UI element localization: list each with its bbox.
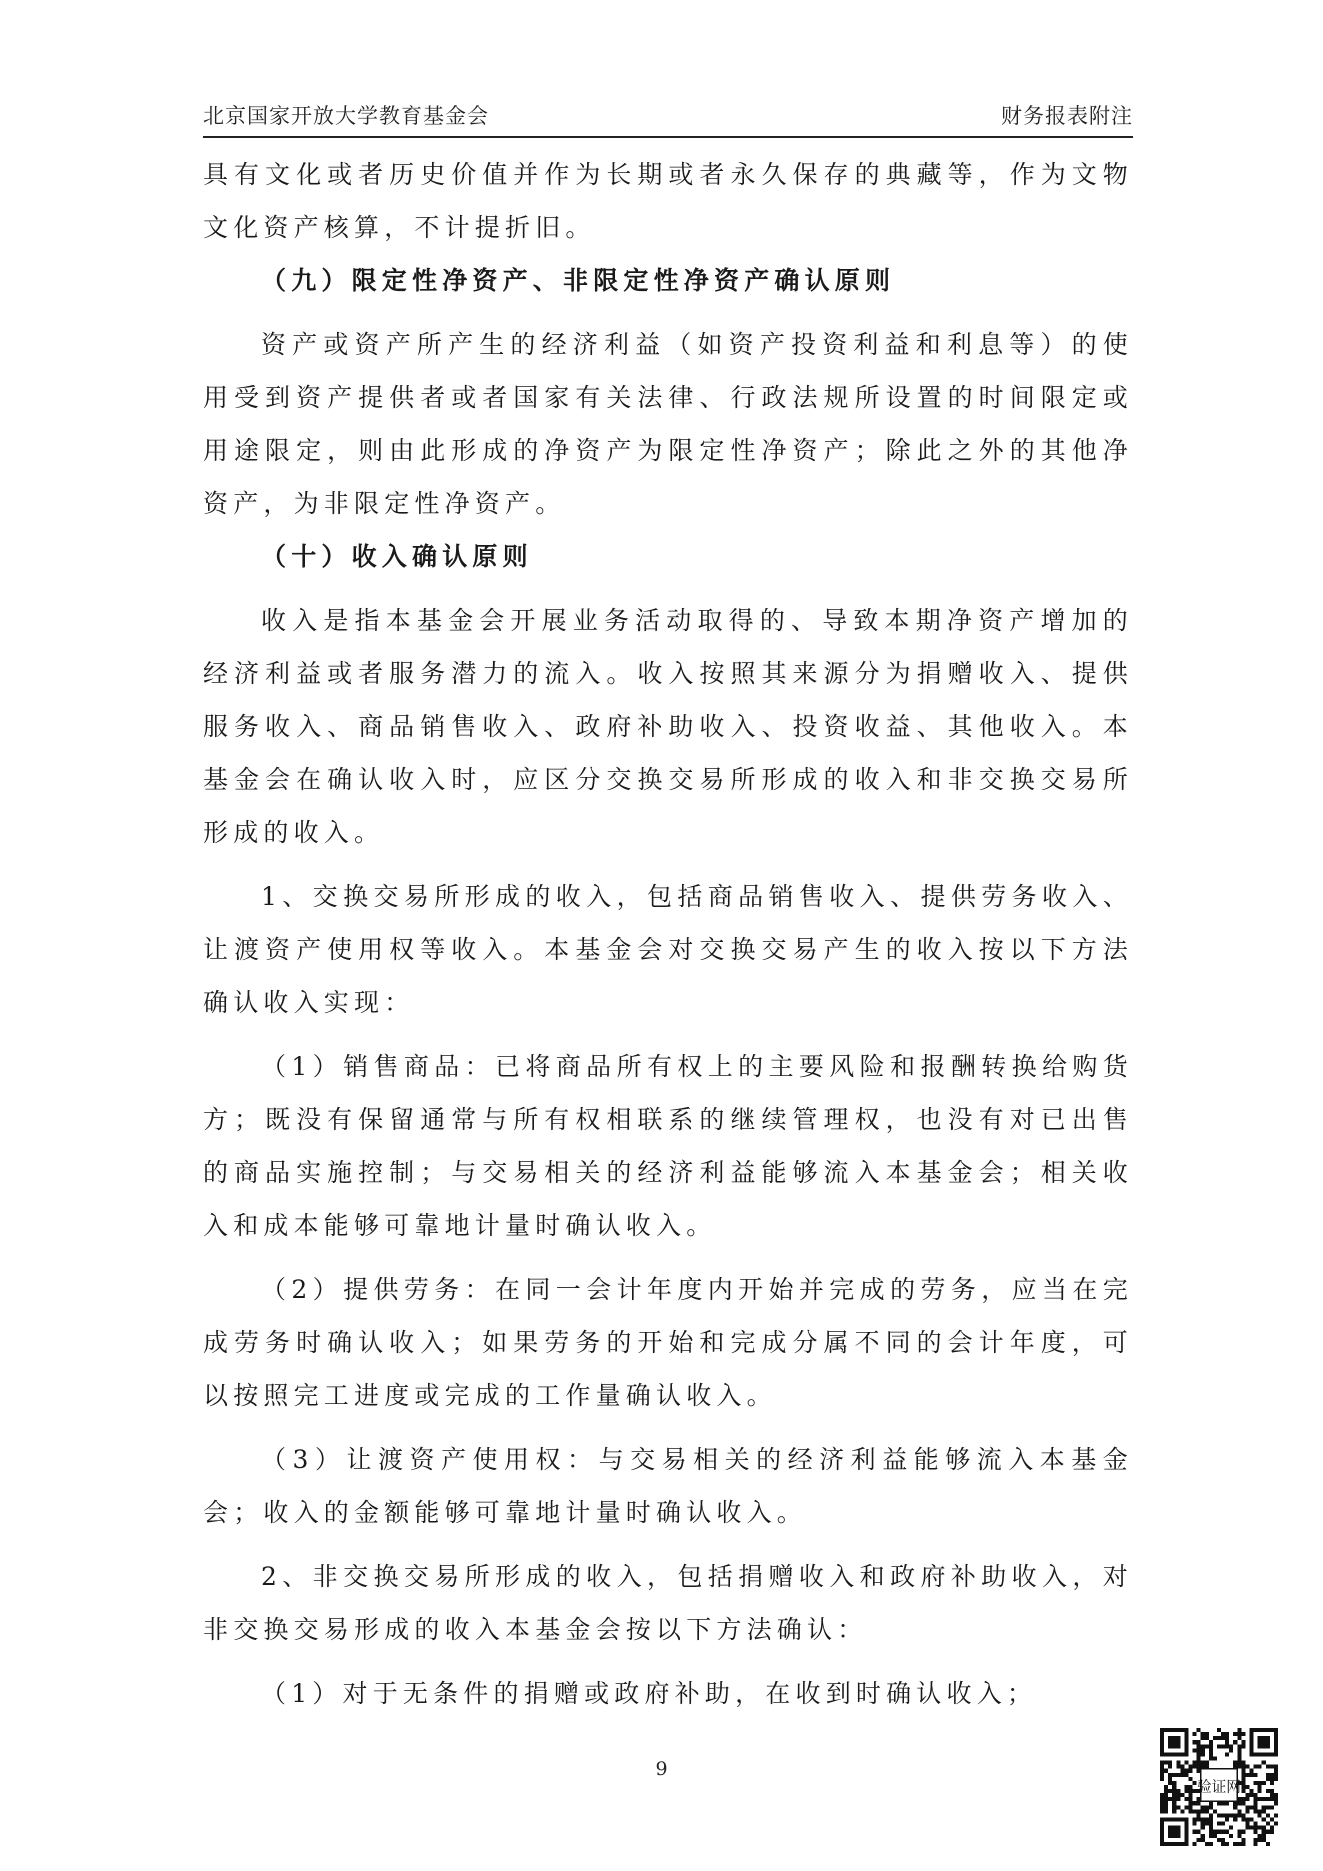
document-body <box>203 148 1133 1720</box>
page-header <box>203 100 1133 138</box>
paragraph-services: （2）提供劳务：在同一会计年度内开始并完成的劳务，应当在完成劳务时确认收入；如果劳务的开始和完成分属不同的会计年度，可以按照完工进度或完成的工作量确认收入。 <box>203 1275 1133 1410</box>
qr-overlay-text: 验证网 <box>1197 1778 1241 1796</box>
section-heading-9: （九）限定性净资产、非限定性净资产确认原则 <box>261 266 896 295</box>
paragraph-asset-use-rights: （3）让渡资产使用权：与交易相关的经济利益能够流入本基金会；收入的金额能够可靠地计量时确认收入。 <box>203 1445 1133 1527</box>
paragraph-sale-of-goods: （1）销售商品：已将商品所有权上的主要风险和报酬转换给购货方；既没有保留通常与所有权相联系的继续管理权，也没有对已出售的商品实施控制；与交易相关的经济利益能够流入本基金会；相关收入和成本能够可靠地计量时确认收入。 <box>203 1052 1133 1240</box>
paragraph-unconditional-donation: （1）对于无条件的捐赠或政府补助，在收到时确认收入； <box>261 1679 1038 1708</box>
paragraph-cultural-assets: 具有文化或者历史价值并作为长期或者永久保存的典藏等，作为文物文化资产核算，不计提折旧。 <box>203 160 1133 242</box>
header-organization: 北京国家开放大学教育基金会 <box>203 104 489 128</box>
paragraph-restricted-net-assets: 资产或资产所产生的经济利益（如资产投资利益和利息等）的使用受到资产提供者或者国家有关法律、行政法规所设置的时间限定或用途限定，则由此形成的净资产为限定性净资产；除此之外的其他净资产，为非限定性净资产。 <box>203 330 1133 518</box>
paragraph-non-exchange-revenue: 2、非交换交易所形成的收入，包括捐赠收入和政府补助收入，对非交换交易形成的收入本基金会按以下方法确认： <box>203 1562 1133 1644</box>
paragraph-exchange-revenue: 1、交换交易所形成的收入，包括商品销售收入、提供劳务收入、让渡资产使用权等收入。本基金会对交换交易产生的收入按以下方法确认收入实现： <box>203 882 1133 1017</box>
page-number: 9 <box>655 1758 668 1780</box>
paragraph-revenue-definition: 收入是指本基金会开展业务活动取得的、导致本期净资产增加的经济利益或者服务潜力的流入。收入按照其来源分为捐赠收入、提供服务收入、商品销售收入、政府补助收入、投资收益、其他收入。本基金会在确认收入时，应区分交换交易所形成的收入和非交换交易所形成的收入。 <box>203 606 1133 847</box>
section-heading-10: （十）收入确认原则 <box>261 542 533 571</box>
header-section-title: 财务报表附注 <box>1001 104 1133 128</box>
qr-code-icon <box>1160 1728 1278 1846</box>
